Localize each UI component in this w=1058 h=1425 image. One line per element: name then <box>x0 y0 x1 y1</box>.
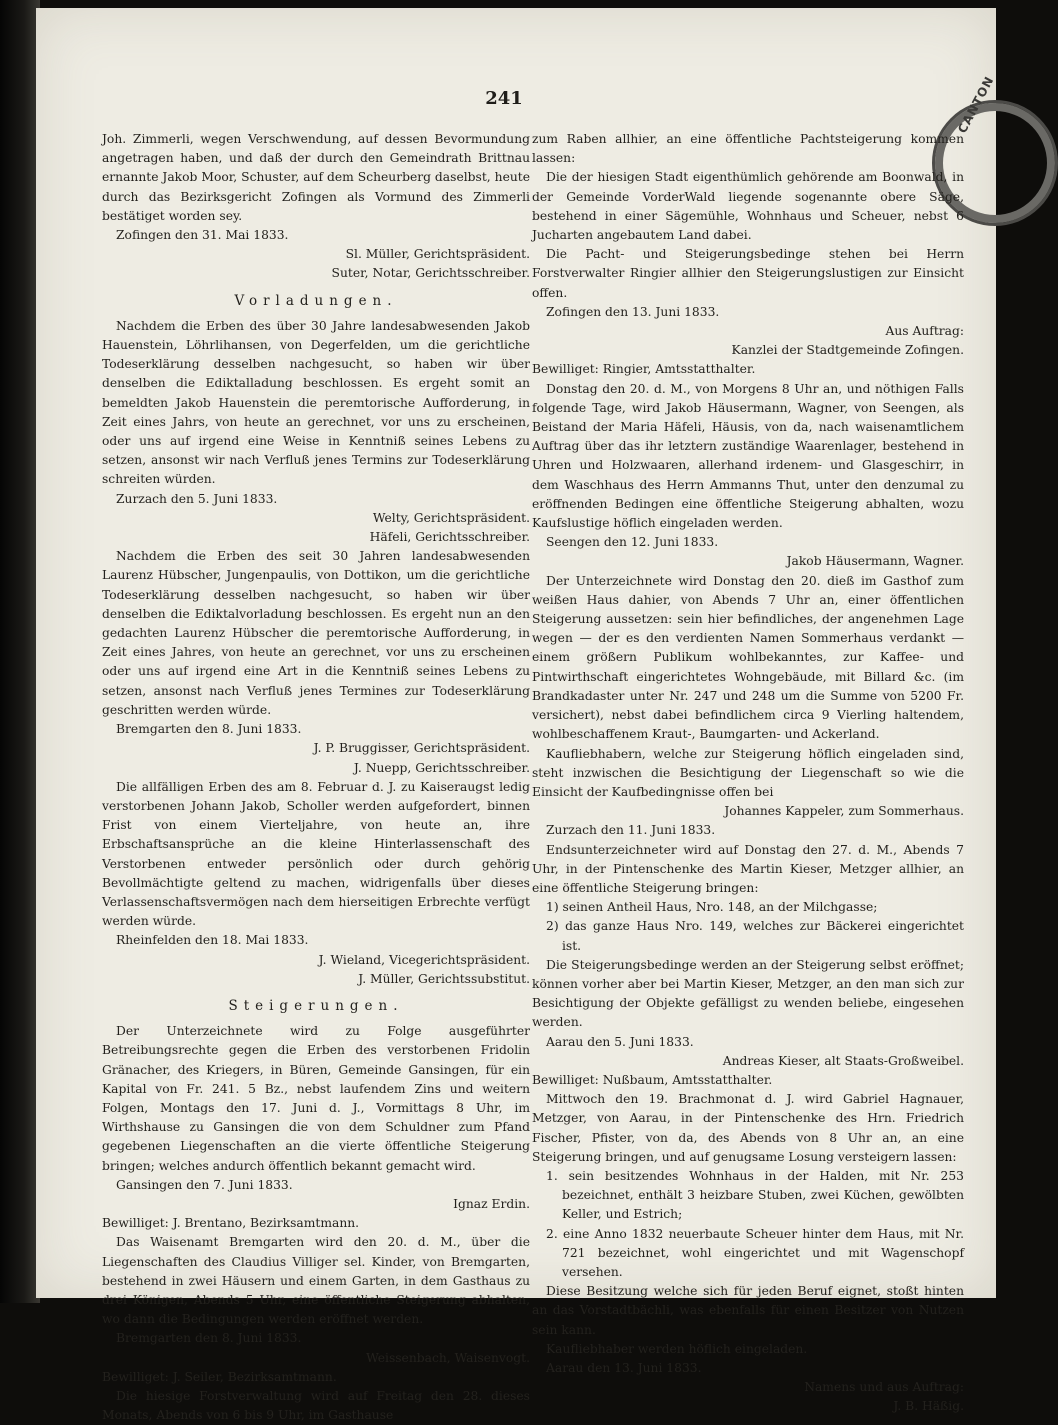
paragraph: Endsunterzeichneter wird auf Donstag den 27. d. M., Abends 7 Uhr, in der Pintenschenke des Martin Kieser, Metzger allhier, an eine öffentliche Steigerung bringen: <box>532 842 964 895</box>
paragraph: Donstag den 20. d. M., von Morgens 8 Uhr an, und nöthigen Falls folgende Tage, wird Jakob Häusermann, Wagner, von Seengen, als Beistand der Maria Häfeli, Häusis, von da, nach waisenamtlichem Auftrag über das ihr letztern zuständige Waarenlager, bestehend in Uhren und Holzwaaren, allerhand irdenem- und Glasgeschirr, in dem Waschhaus des Herrn Ammanns Thut, unter den denzumal zu eröffnenden Bedingen eine öffentliche Steigerung abhalten, wozu Kaufslustige höflich eingeladen werden. <box>532 381 964 531</box>
signature-line: Kanzlei der Stadtgemeinde Zofingen. <box>731 343 964 358</box>
paragraph: Bewilliget: Ringier, Amtsstatthalter. <box>532 362 756 377</box>
paragraph: Bremgarten den 8. Juni 1833. <box>116 722 302 737</box>
paragraph: Seengen den 12. Juni 1833. <box>546 535 719 550</box>
paragraph: Rheinfelden den 18. Mai 1833. <box>116 933 309 948</box>
paragraph: Aarau den 5. Juni 1833. <box>546 1034 694 1049</box>
paragraph: Mittwoch den 19. Brachmonat d. J. wird Gabriel Hagnauer, Metzger, von Aarau, in der Pintenschenke des Hrn. Friedrich Fischer, Pfister, von da, des Abends von 8 Uhr an, an eine Steigerung bringen, und auf genugsame Losung versteigern lassen: <box>532 1092 964 1164</box>
signature-line: Sl. Müller, Gerichtspräsident. <box>345 247 530 262</box>
paragraph: Gansingen den 7. Juni 1833. <box>116 1177 293 1192</box>
paragraph: zum Raben allhier, an eine öffentliche Pachtsteigerung kommen lassen: <box>532 132 964 166</box>
signature-line: Häfeli, Gerichtsschreiber. <box>369 530 530 545</box>
page-number: 241 <box>485 88 523 109</box>
paragraph: Bewilliget: Nußbaum, Amtsstatthalter. <box>532 1072 773 1087</box>
paragraph: Das Waisenamt Bremgarten wird den 20. d. M., über die Liegenschaften des Claudius Villiger sel. Kinder, von Bremgarten, bestehend in zwei Häusern und einem Garten, in dem Gasthaus zu drei Königen, Abends 5 Uhr, eine öffentliche Steigerung abhalten, wo dann die Bedingungen werden eröffnet werden. <box>102 1235 530 1327</box>
paragraph: Kaufliebhabern, welche zur Steigerung höflich eingeladen sind, steht inzwischen die Besichtigung der Liegenschaft so wie die Einsicht der Kaufbedingnisse offen bei <box>532 746 964 799</box>
paragraph: Zurzach den 5. Juni 1833. <box>116 491 278 506</box>
signature-line: Suter, Notar, Gerichtsschreiber. <box>331 266 530 281</box>
signature-line: J. Müller, Gerichtssubstitut. <box>358 971 530 986</box>
signature-line: J. Wieland, Vicegerichtspräsident. <box>318 952 530 967</box>
paragraph: Kaufliebhaber werden höflich eingeladen. <box>546 1341 808 1356</box>
list-item: 1) seinen Antheil Haus, Nro. 148, an der Milchgasse; <box>546 900 878 915</box>
paragraph: Aarau den 13. Juni 1833. <box>546 1361 702 1375</box>
paragraph: Nachdem die Erben des seit 30 Jahren landesabwesenden Laurenz Hübscher, Jungenpaulis, von Dottikon, um die gerichtliche Todeserklärung desselben nachgesucht, so haben wir über denselben die Ediktalvorladung beschlossen. Es ergeht nun an den gedachten Laurenz Hübscher die peremtorische Aufforderung, in Zeit eines Jahres, von heute an gerechnet, vor uns zu erscheinen oder uns auf irgend eine Art in die Kenntniß seines Lebens zu setzen, ansonst nach Verfluß jenes Termines zur Todeserklärung geschritten werden würde. <box>102 549 530 717</box>
paragraph: Bremgarten den 8. Juni 1833. <box>116 1331 302 1346</box>
paragraph: Bewilliget: J. Brentano, Bezirksamtmann. <box>102 1216 360 1231</box>
paragraph: Die hiesige Forstverwaltung wird auf Freitag den 28. dieses Monats, Abends von 6 bis 9 Uhr, im Gasthause <box>102 1389 530 1423</box>
signature-line: Ignaz Erdin. <box>453 1196 530 1211</box>
list-item: 1. sein besitzendes Wohnhaus in der Halden, mit Nr. 253 bezeichnet, enthält 3 heizbare Stuben, zwei Küchen, gewölbten Keller, und Estrich; <box>546 1168 964 1222</box>
paragraph: Zofingen den 31. Mai 1833. <box>116 228 289 243</box>
scan-edge <box>0 0 40 1303</box>
paragraph: Die der hiesigen Stadt eigenthümlich gehörende am Boonwald, in der Gemeinde VorderWald liegende sogenannte obere Säge, bestehend in einer Sägemühle, Wohnhaus und Scheuer, nebst 6 Jucharten angebautem Land dabei. <box>532 170 964 243</box>
signature-line: Weissenbach, Waisenvogt. <box>366 1350 530 1365</box>
signature-line: Johannes Kappeler, zum Sommerhaus. <box>724 804 964 819</box>
paragraph: Der Unterzeichnete wird Donstag den 20. dieß im Gasthof zum weißen Haus dahier, von Abends 7 Uhr an, einer öffentlichen Steigerung aussetzen: sein hier befindliches, der angenehmen Lage wegen — der es den verdienten Namen Sommerhaus verdankt — einem größern Publikum wohlbekanntes, zur Kaffee- und Pintwirthschaft eingerichtetes Wohngebäude, mit Billard &c. (im Brandkadaster unter Nr. 247 und 248 um die Summe von 5200 Fr. versichert), nebst dabei befindlichem circa 9 Vierling haltendem, wohlbeschaffenem Kraut-, Baumgarten- und Ackerland. <box>532 573 964 742</box>
list-item: 2. eine Anno 1832 neuerbaute Scheuer hinter dem Haus, mit Nr. 721 bezeichnet, wohl eingerichtet und mit Wagenschopf versehen. <box>546 1226 964 1279</box>
paragraph: Zofingen den 13. Juni 1833. <box>546 304 720 319</box>
stamp-text: CANTON <box>955 73 997 136</box>
list-item: 2) das ganze Haus Nro. 149, welches zur Bäckerei eingerichtet ist. <box>546 919 964 953</box>
paragraph: Joh. Zimmerli, wegen Verschwendung, auf dessen Bevormundung angetragen haben, und daß der durch den Gemeindrath Brittnau ernannte Jakob Moor, Schuster, auf dem Scheurberg daselbst, heute durch das Bezirksgericht Zofingen als Vormund des Zimmerli bestätiget worden sey. <box>102 132 530 223</box>
paragraph: Bewilliget: J. Seiler, Bezirksamtmann. <box>102 1369 337 1384</box>
signature-line: Aus Auftrag: <box>885 324 964 339</box>
section-heading: Vorladungen. <box>234 292 398 309</box>
section-heading: Steigerungen. <box>228 997 404 1014</box>
paragraph: Die allfälligen Erben des am 8. Februar d. J. zu Kaiseraugst ledig verstorbenen Johann Jakob, Scholler werden aufgefordert, binnen Frist von einem Vierteljahre, von heute an, ihre Erbschaftsansprüche an die kleine Hinterlassenschaft des Verstorbenen entweder persönlich oder durch gehörig Bevollmächtigte geltend zu machen, widrigenfalls über dieses Verlassenschaftsvermögen nach dem hierseitigen Erbrechte verfügt werden würde. <box>102 779 530 929</box>
signature-line: Jakob Häusermann, Wagner. <box>786 554 964 569</box>
paragraph: Diese Besitzung welche sich für jeden Beruf eignet, stoßt hinten an das Vorstadtbächli, was ebenfalls für einen Besitzer von Nutzen sein kann. <box>532 1284 964 1337</box>
right-column <box>532 130 964 1417</box>
paragraph: Zurzach den 11. Juni 1833. <box>546 823 716 838</box>
paragraph: Nachdem die Erben des über 30 Jahre landesabwesenden Jakob Hauenstein, Löhrlihansen, von Degerfelden, um die gerichtliche Todeserklärung desselben nachgesucht, so haben wir über denselben die Ediktalladung beschlossen. Es ergeht somit an bemeldten Jakob Hauenstein die peremtorische Aufforderung, in Zeit eines Jahrs, von heute an gerechnet, vor uns zu erscheinen, oder uns auf irgend eine Weise in Kenntniß seines Lebens zu setzen, ansonst wir nach Verfluß jenes Termins zur Todeserklärung schreiten würden. <box>102 318 530 487</box>
left-column <box>102 130 530 1425</box>
signature-line: J. P. Bruggisser, Gerichtspräsident. <box>313 741 530 756</box>
paragraph: Die Pacht- und Steigerungsbedinge stehen bei Herrn Forstverwalter Ringier allhier den Steigerungslustigen zur Einsicht offen. <box>532 247 964 300</box>
signature-line: Welty, Gerichtspräsident. <box>372 510 530 525</box>
document-page <box>36 8 997 1423</box>
paragraph: Die Steigerungsbedinge werden an der Steigerung selbst eröffnet; können vorher aber bei Martin Kieser, Metzger, an den man sich zur Besichtigung der Objekte gefälligst zu wenden beliebe, eingesehen werden. <box>532 957 964 1030</box>
signature-line: Andreas Kieser, alt Staats-Großweibel. <box>722 1053 964 1068</box>
paragraph: Der Unterzeichnete wird zu Folge ausgeführter Betreibungsrechte gegen die Erben des verstorbenen Fridolin Gränacher, des Kriegers, in Büren, Gemeinde Gansingen, für ein Kapital von Fr. 241. 5 Bz., nebst laufendem Zins und weitern Folgen, Montags den 17. Juni d. J., Vormittags 8 Uhr, im Wirthshause zu Gansingen die von dem Schuldner zum Pfand gegebenen Liegenschaften an die vierte öffentliche Steigerung bringen; welches andurch öffentlich bekannt gemacht wird. <box>102 1024 530 1173</box>
signature-line: J. B. Häßig. <box>893 1399 964 1414</box>
signature-line: Namens und aus Auftrag: <box>804 1380 964 1395</box>
signature-line: J. Nuepp, Gerichtsschreiber. <box>353 760 530 775</box>
